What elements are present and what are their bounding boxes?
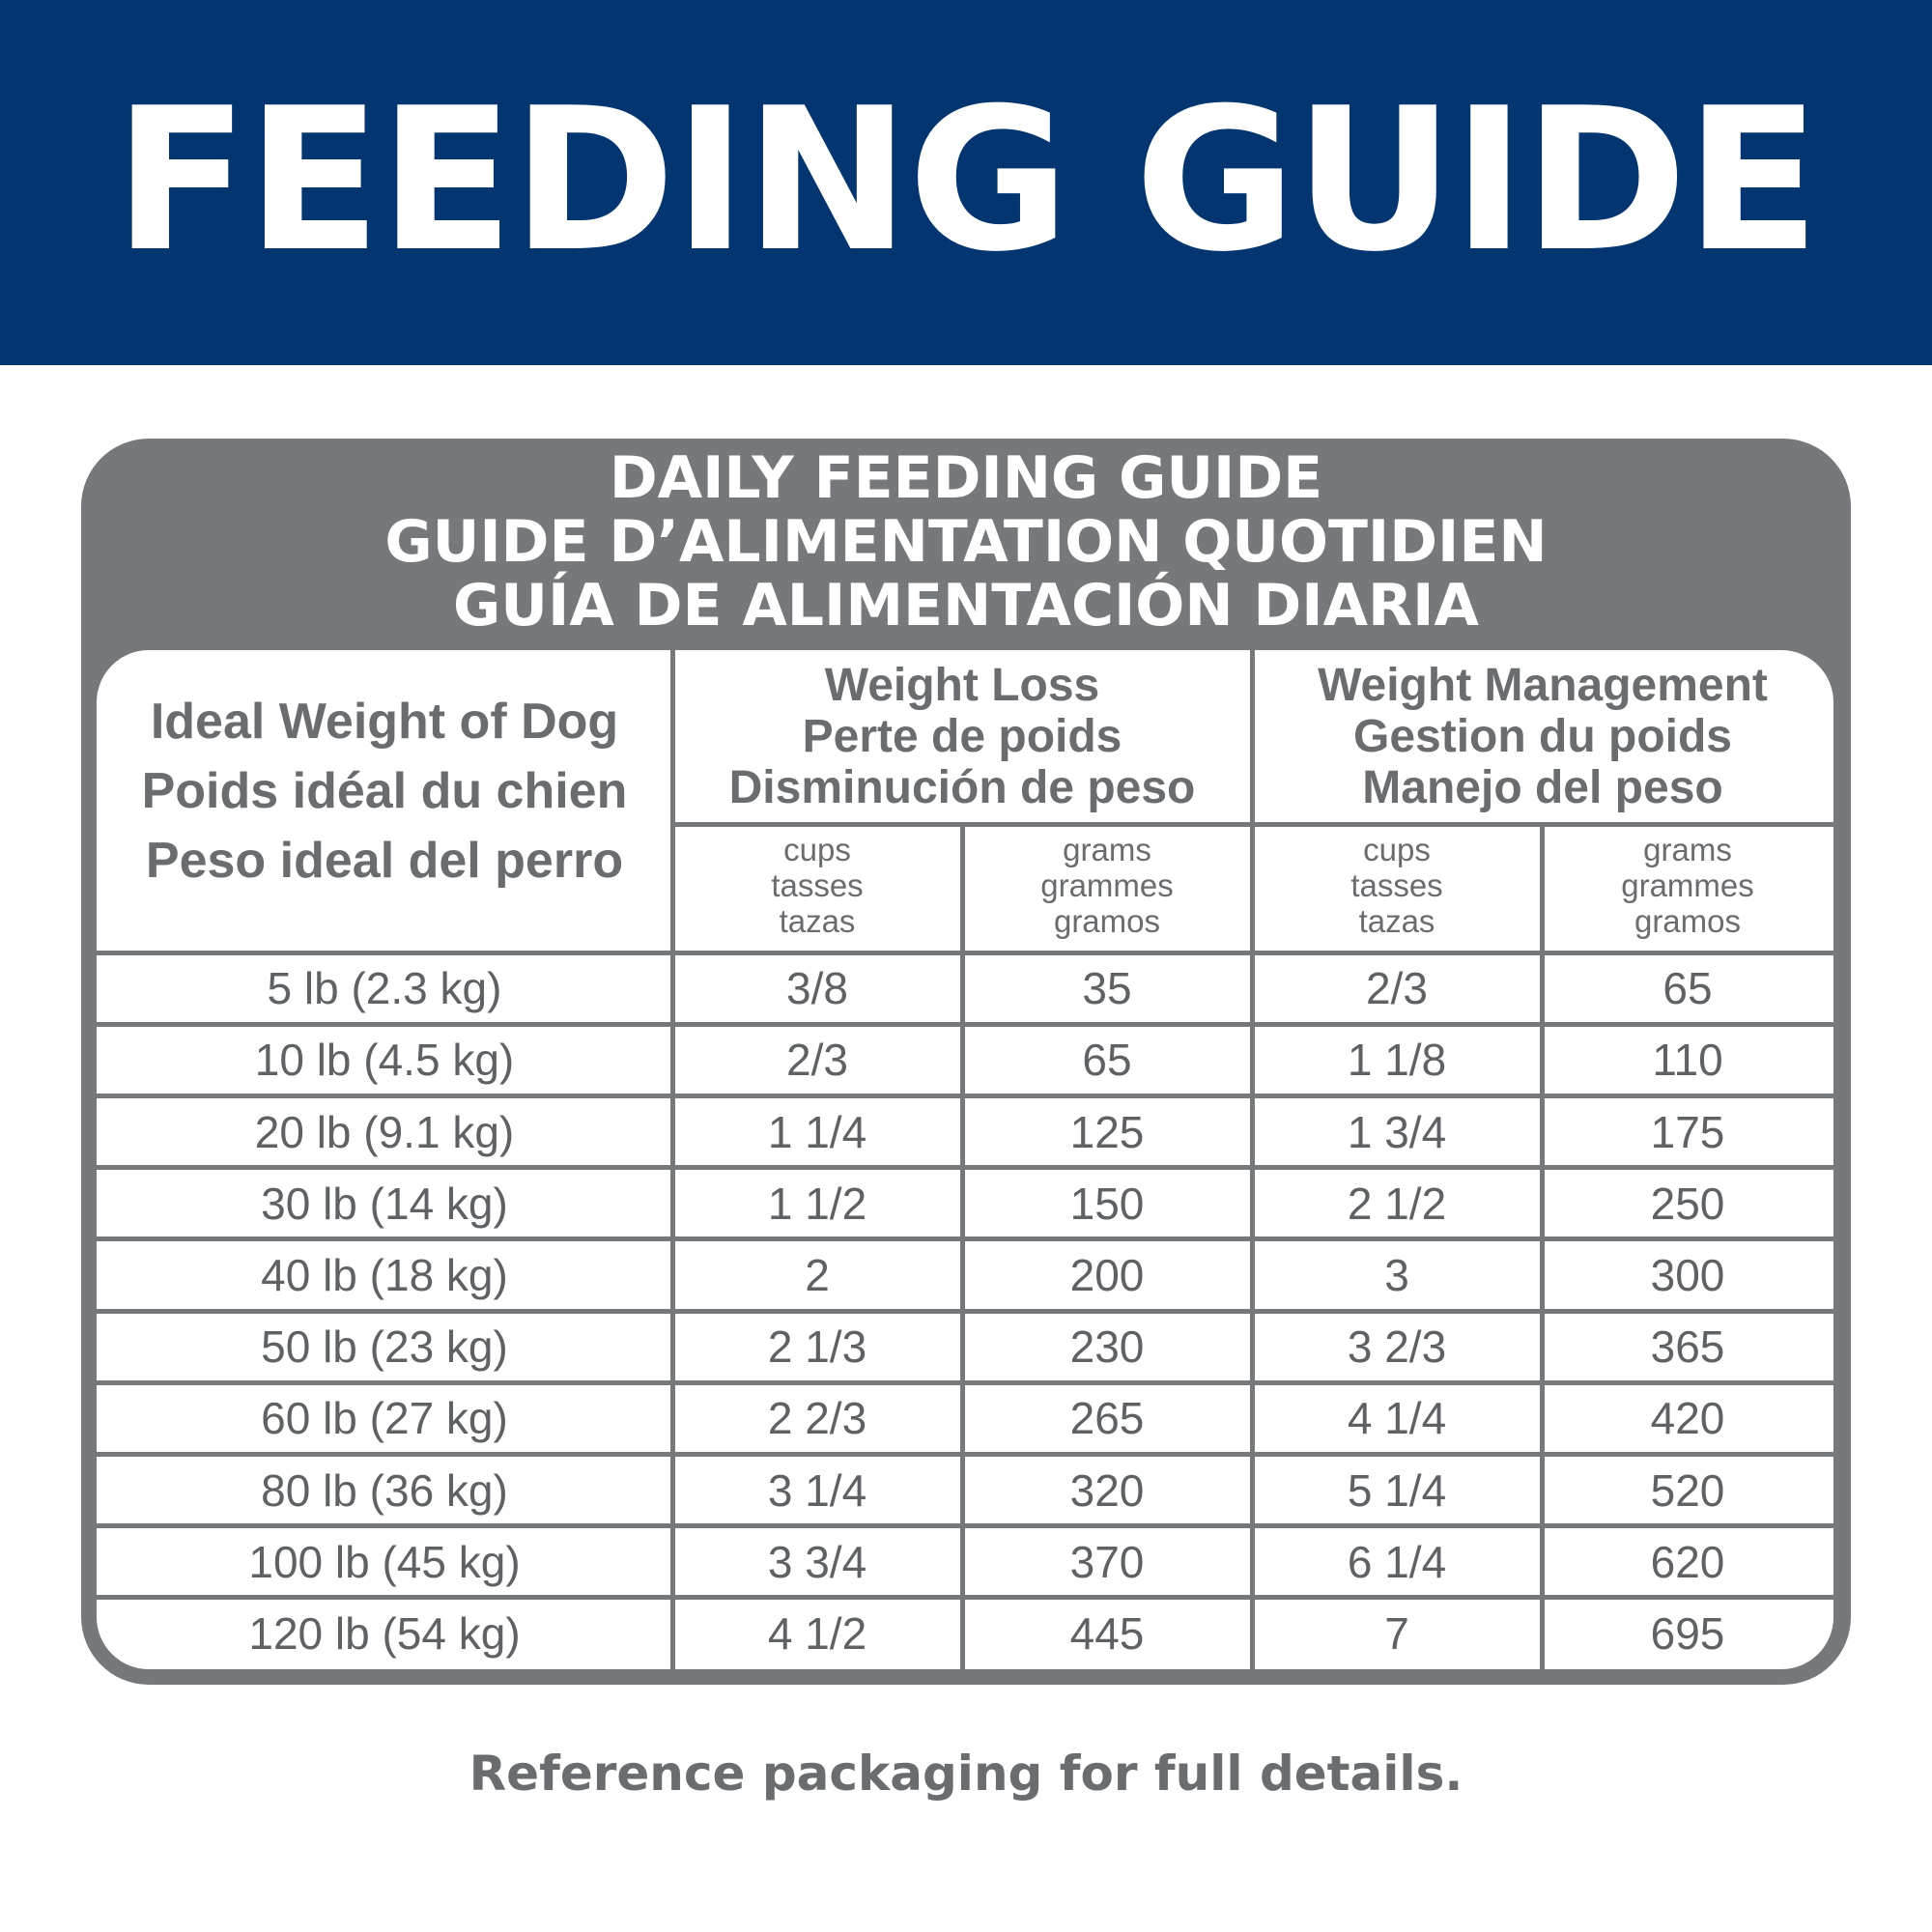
mgmt-cups-cell: 7 [1384, 1607, 1409, 1659]
unit-label-en: grams [1643, 832, 1732, 867]
mgmt-cups-cell: 3 [1384, 1249, 1409, 1300]
unit-label-en: grams [1063, 832, 1151, 867]
weight-cell: 60 lb (27 kg) [261, 1393, 508, 1444]
mgmt-grams-cell: 420 [1650, 1393, 1725, 1444]
unit-header [1252, 832, 1542, 939]
mgmt-grams-cell: 110 [1652, 1035, 1723, 1086]
loss-cups-cell: 3 3/4 [767, 1536, 867, 1587]
mgmt-grams-cell: 65 [1662, 963, 1713, 1014]
unit-label-es: tazas [779, 903, 856, 939]
mgmt-grams-cell: 300 [1650, 1249, 1725, 1300]
group-divider [672, 822, 1833, 827]
weight-cell: 10 lb (4.5 kg) [254, 1035, 515, 1086]
group-header-en: Weight Loss [824, 660, 1100, 711]
loss-grams-cell: 35 [1082, 963, 1132, 1014]
group-header-fr: Perte de poids [802, 711, 1122, 762]
mgmt-cups-cell: 2 1/2 [1347, 1178, 1447, 1229]
group-header-es: Disminución de peso [728, 762, 1196, 813]
unit-label-es: gramos [1053, 903, 1161, 939]
loss-grams-cell: 445 [1069, 1607, 1145, 1659]
daily-feeding-guide-title [0, 446, 1932, 638]
weight-cell: 120 lb (54 kg) [248, 1607, 521, 1659]
weight-column-header [97, 687, 672, 895]
unit-header [962, 832, 1252, 939]
weight-cell: 5 lb (2.3 kg) [267, 963, 502, 1014]
loss-cups-cell: 2 1/3 [767, 1321, 867, 1373]
loss-cups-cell: 2 [805, 1249, 830, 1300]
mgmt-cups-cell: 5 1/4 [1347, 1464, 1447, 1516]
unit-label-en: cups [783, 832, 851, 867]
loss-cups-cell: 2 2/3 [767, 1393, 867, 1444]
weight-cell: 20 lb (9.1 kg) [254, 1106, 515, 1157]
weight-cell: 100 lb (45 kg) [248, 1536, 521, 1587]
group-header-fr: Gestion du poids [1353, 711, 1732, 762]
loss-cups-cell: 4 1/2 [767, 1607, 867, 1659]
weight-cell: 80 lb (36 kg) [261, 1464, 508, 1516]
loss-grams-cell: 370 [1069, 1536, 1145, 1587]
loss-grams-cell: 265 [1069, 1393, 1145, 1444]
group-header-en: Weight Management [1318, 660, 1768, 711]
weight-loss-header [672, 660, 1252, 813]
unit-header [1542, 832, 1833, 939]
unit-label-fr: grammes [1621, 867, 1754, 903]
loss-cups-cell: 3/8 [786, 963, 848, 1014]
loss-grams-cell: 150 [1069, 1178, 1145, 1229]
mgmt-cups-cell: 4 1/4 [1347, 1393, 1447, 1444]
mgmt-grams-cell: 620 [1650, 1536, 1725, 1587]
weight-header-es: Peso ideal del perro [145, 833, 624, 889]
unit-label-es: tazas [1358, 903, 1435, 939]
unit-label-fr: tasses [1350, 867, 1443, 903]
mgmt-grams-cell: 365 [1650, 1321, 1725, 1373]
unit-header [672, 832, 962, 939]
loss-cups-cell: 1 1/2 [767, 1178, 867, 1229]
loss-grams-cell: 125 [1069, 1106, 1145, 1157]
unit-label-fr: tasses [771, 867, 864, 903]
mgmt-cups-cell: 6 1/4 [1347, 1536, 1447, 1587]
loss-cups-cell: 3 1/4 [767, 1464, 867, 1516]
daily-title-fr: GUIDE D’ALIMENTATION QUOTIDIEN [384, 508, 1548, 576]
weight-cell: 50 lb (23 kg) [261, 1321, 508, 1373]
weight-cell: 40 lb (18 kg) [261, 1249, 508, 1300]
mgmt-cups-cell: 1 1/8 [1347, 1035, 1447, 1086]
unit-label-en: cups [1363, 832, 1431, 867]
mgmt-grams-cell: 250 [1650, 1178, 1725, 1229]
page-title: FEEDING GUIDE [113, 67, 1819, 296]
mgmt-grams-cell: 695 [1650, 1607, 1725, 1659]
mgmt-grams-cell: 520 [1650, 1464, 1725, 1516]
daily-title-es: GUÍA DE ALIMENTACIÓN DIARIA [453, 572, 1479, 639]
loss-cups-cell: 2/3 [786, 1035, 848, 1086]
weight-management-header [1252, 660, 1833, 813]
unit-label-fr: grammes [1040, 867, 1174, 903]
mgmt-cups-cell: 2/3 [1366, 963, 1428, 1014]
footer-note: Reference packaging for full details. [469, 1746, 1463, 1802]
loss-grams-cell: 230 [1069, 1321, 1145, 1373]
weight-header-fr: Poids idéal du chien [141, 763, 628, 819]
loss-grams-cell: 65 [1082, 1035, 1132, 1086]
loss-grams-cell: 200 [1069, 1249, 1145, 1300]
weight-cell: 30 lb (14 kg) [261, 1178, 508, 1229]
loss-cups-cell: 1 1/4 [767, 1106, 867, 1157]
loss-grams-cell: 320 [1069, 1464, 1145, 1516]
mgmt-cups-cell: 3 2/3 [1347, 1321, 1447, 1373]
weight-header-en: Ideal Weight of Dog [150, 694, 619, 750]
mgmt-cups-cell: 1 3/4 [1347, 1106, 1447, 1157]
daily-title-en: DAILY FEEDING GUIDE [609, 444, 1323, 512]
group-header-es: Manejo del peso [1362, 762, 1723, 813]
feeding-table [97, 650, 1833, 1669]
unit-label-es: gramos [1634, 903, 1742, 939]
mgmt-grams-cell: 175 [1650, 1106, 1725, 1157]
